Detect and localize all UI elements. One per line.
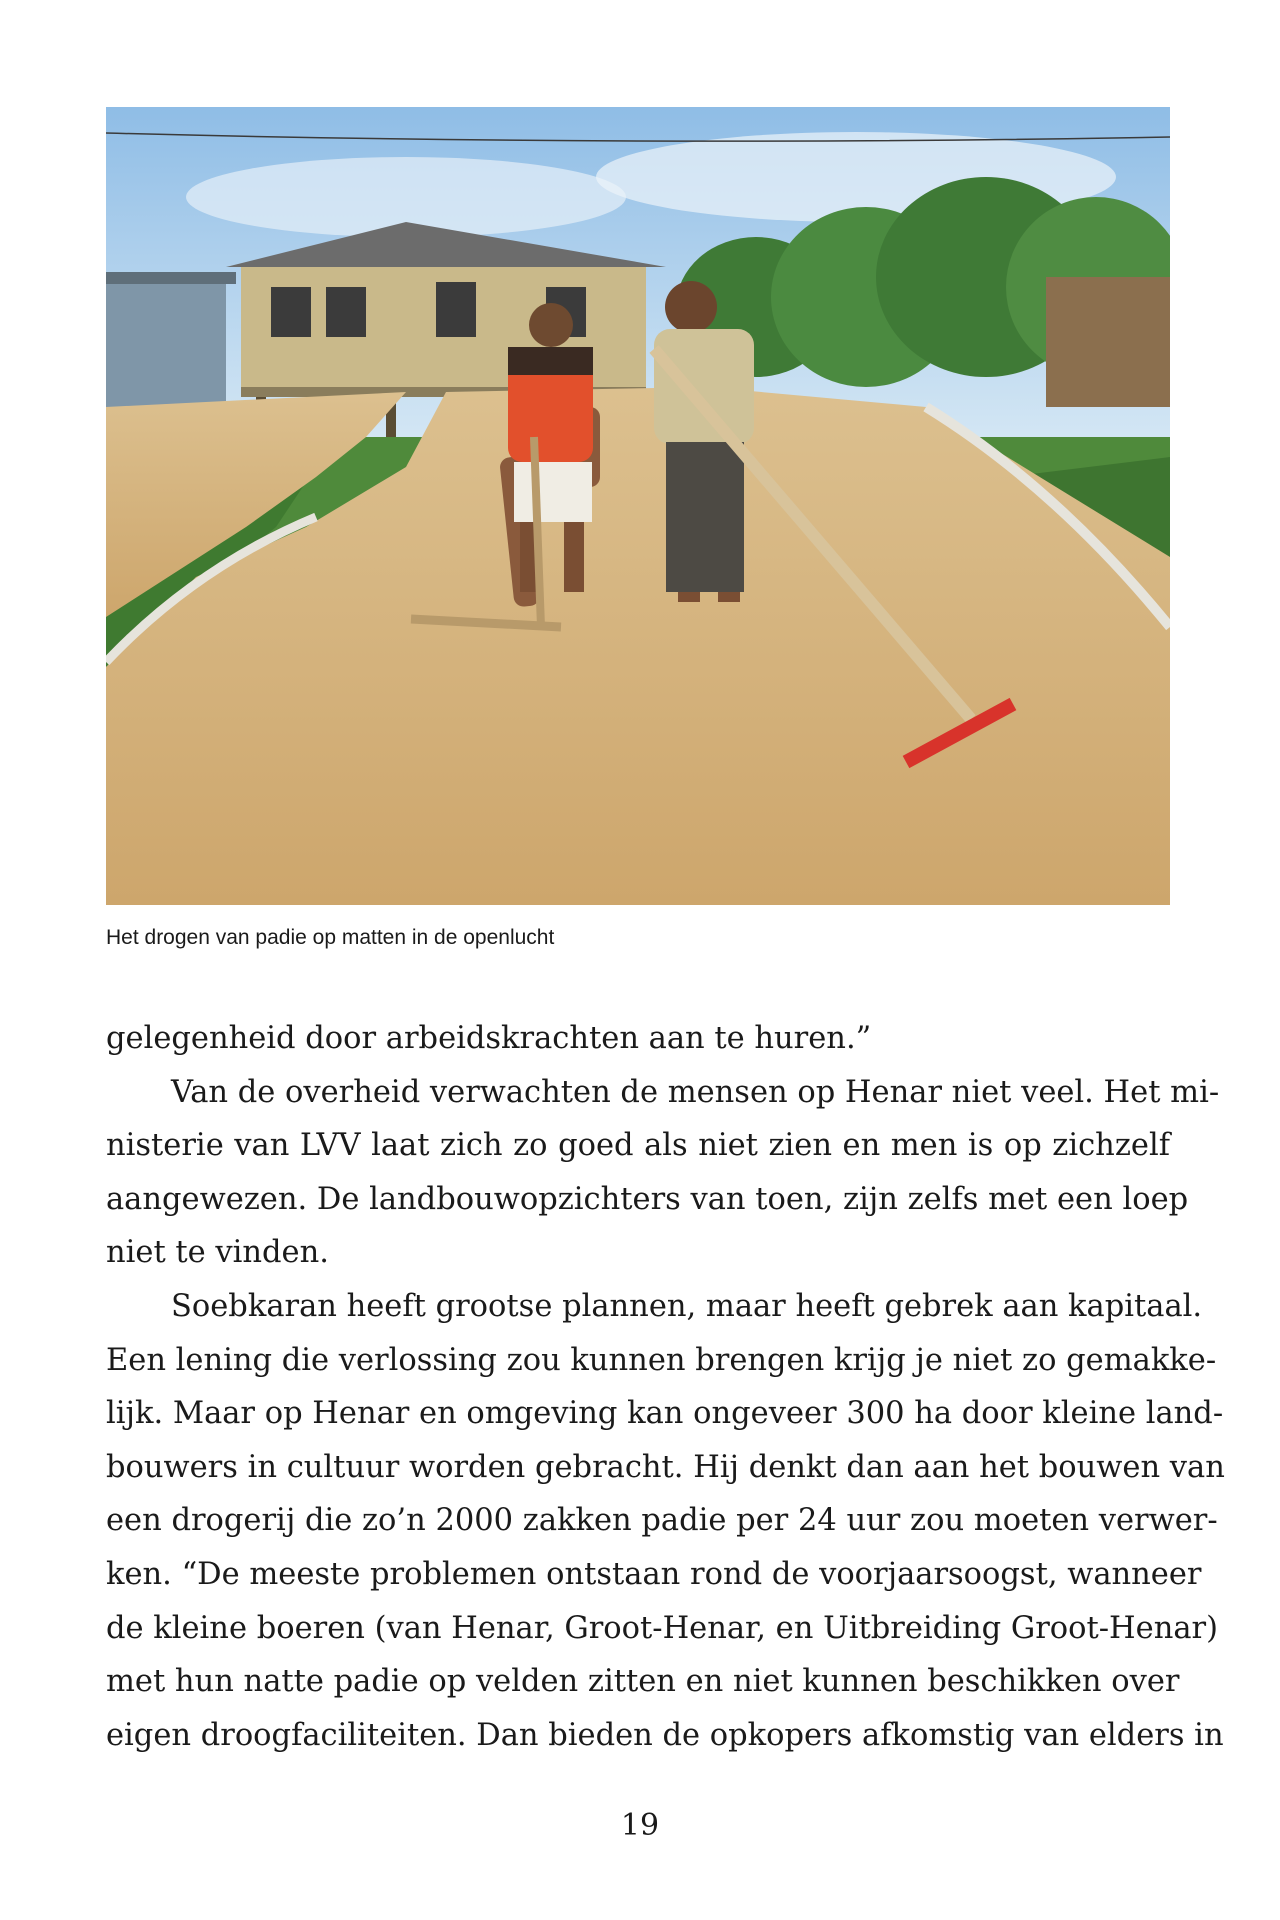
body-text <box>106 1012 1225 1762</box>
text-line: bouwers in cultuur worden gebracht. Hij denkt dan aan het bouwen van <box>106 1449 1225 1485</box>
text-line: een drogerij die zo’n 2000 zakken padie per 24 uur zou moeten verwer- <box>106 1503 1218 1539</box>
text-line: de kleine boeren (van Henar, Groot-Henar, en Uitbreiding Groot-Henar) <box>106 1610 1219 1646</box>
text-line: gelegenheid door arbeidskrachten aan te huren.” <box>106 1021 872 1056</box>
photo-caption: Het drogen van padie op matten in de openlucht <box>106 926 555 949</box>
text-line: niet te vinden. <box>106 1235 329 1271</box>
text-line: aangewezen. De landbouwopzichters van toen, zijn zelfs met een loep <box>106 1181 1189 1217</box>
text-line: eigen droogfaciliteiten. Dan bieden de opkopers afkomstig van elders in <box>106 1717 1224 1753</box>
text-line: ken. “De meeste problemen ontstaan rond de voorjaarsoogst, wanneer <box>106 1556 1202 1592</box>
photo-rice-drying <box>106 107 1170 905</box>
text-line: lijk. Maar op Henar en omgeving kan ongeveer 300 ha door kleine land- <box>106 1396 1224 1432</box>
text-line: Een lening die verlossing zou kunnen brengen krijg je niet zo gemakke- <box>106 1342 1217 1378</box>
text-line: Soebkaran heeft grootse plannen, maar heeft gebrek aan kapitaal. <box>171 1288 1203 1324</box>
page-number: 19 <box>620 1808 660 1843</box>
text-line: Van de overheid verwachten de mensen op Henar niet veel. Het mi- <box>171 1074 1220 1110</box>
text-line: nisterie van LVV laat zich zo goed als niet zien en men is op zichzelf <box>106 1128 1170 1164</box>
text-line: met hun natte padie op velden zitten en niet kunnen beschikken over <box>106 1664 1180 1700</box>
